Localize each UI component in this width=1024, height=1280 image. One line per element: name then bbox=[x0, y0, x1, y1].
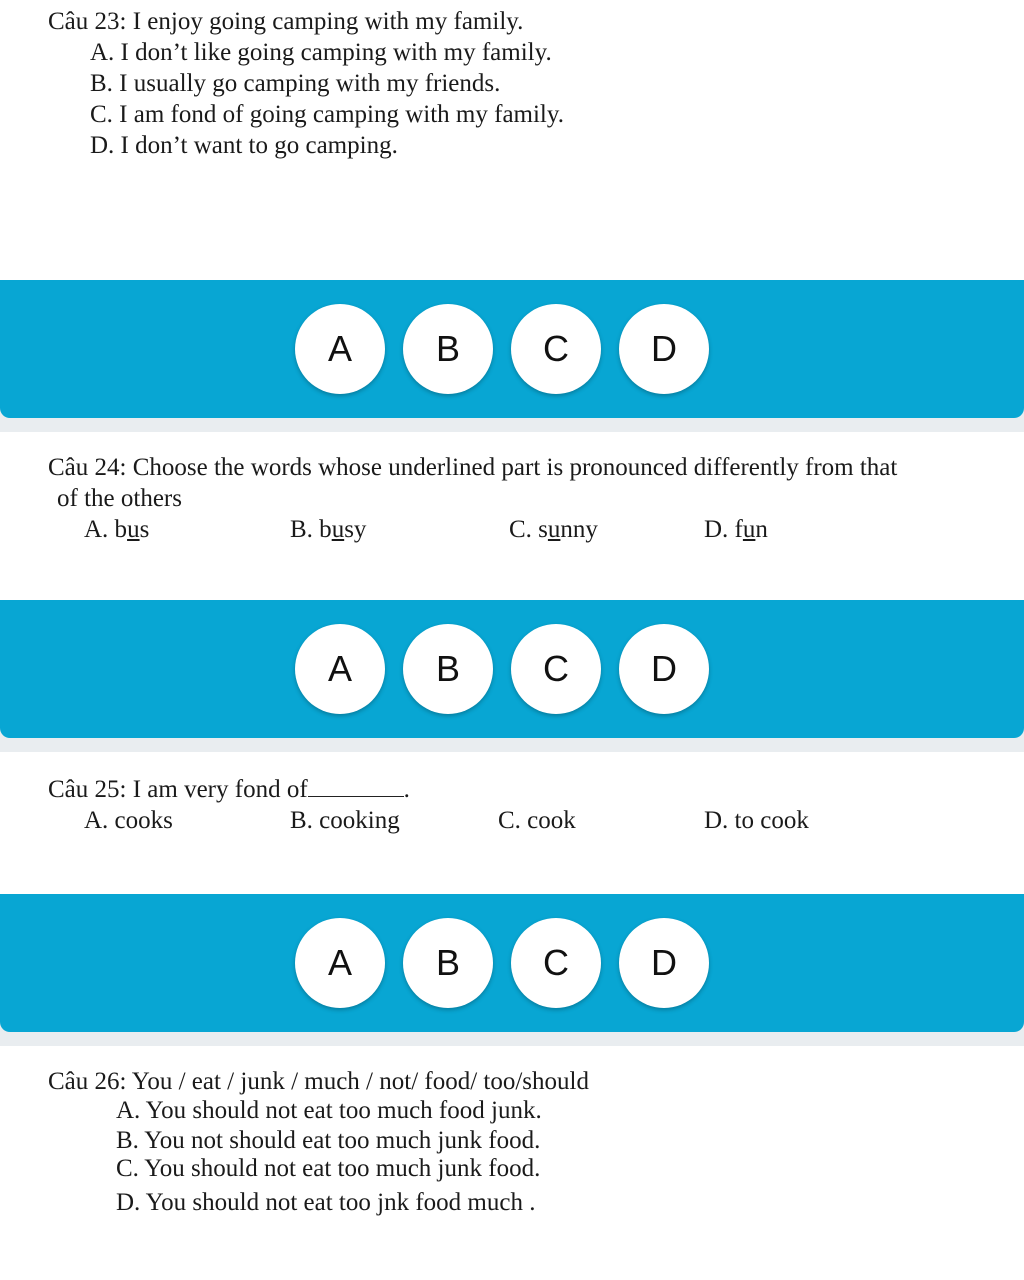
question-25-card bbox=[0, 752, 1024, 894]
question-24-stem-line2: of the others bbox=[57, 485, 182, 512]
question-24-option-a: A. bus bbox=[84, 516, 150, 543]
answer-b-button[interactable]: B bbox=[403, 624, 493, 714]
question-23-option-a: A. I don’t like going camping with my family. bbox=[90, 39, 552, 66]
question-26-option-c: C. You should not eat too much junk food. bbox=[116, 1155, 541, 1182]
answer-buttons bbox=[295, 918, 709, 1008]
question-26-card bbox=[0, 1046, 1024, 1280]
answer-c-button[interactable]: C bbox=[511, 304, 601, 394]
question-24-card bbox=[0, 432, 1024, 600]
question-23-stem: Câu 23: I enjoy going camping with my family. bbox=[48, 8, 524, 35]
question-25-stem: Câu 25: I am very fond of . bbox=[48, 776, 410, 803]
question-23-option-b: B. I usually go camping with my friends. bbox=[90, 70, 501, 97]
answer-buttons bbox=[295, 304, 709, 394]
question-23-option-d: D. I don’t want to go camping. bbox=[90, 132, 398, 159]
answer-d-button[interactable]: D bbox=[619, 918, 709, 1008]
answer-buttons bbox=[295, 624, 709, 714]
question-26-stem: Câu 26: You / eat / junk / much / not/ food/ too/should bbox=[48, 1068, 589, 1095]
question-23-option-c: C. I am fond of going camping with my family. bbox=[90, 101, 564, 128]
answer-c-button[interactable]: C bbox=[511, 918, 601, 1008]
question-24-option-b: B. busy bbox=[290, 516, 367, 543]
answer-bar-25 bbox=[0, 894, 1024, 1032]
answer-a-button[interactable]: A bbox=[295, 304, 385, 394]
question-25-option-a: A. cooks bbox=[84, 807, 173, 834]
answer-b-button[interactable]: B bbox=[403, 304, 493, 394]
question-24-stem-line1: Câu 24: Choose the words whose underlined part is pronounced differently from that bbox=[48, 454, 898, 481]
question-25-option-d: D. to cook bbox=[704, 807, 809, 834]
answer-d-button[interactable]: D bbox=[619, 624, 709, 714]
answer-b-button[interactable]: B bbox=[403, 918, 493, 1008]
question-26-option-b: B. You not should eat too much junk food. bbox=[116, 1127, 541, 1154]
question-23-card bbox=[0, 0, 1024, 280]
question-25-option-b: B. cooking bbox=[290, 807, 400, 834]
answer-bar-23 bbox=[0, 280, 1024, 418]
question-24-option-d: D. fun bbox=[704, 516, 768, 543]
answer-a-button[interactable]: A bbox=[295, 624, 385, 714]
answer-c-button[interactable]: C bbox=[511, 624, 601, 714]
question-26-option-a: A. You should not eat too much food junk. bbox=[116, 1097, 542, 1124]
question-25-option-c: C. cook bbox=[498, 807, 576, 834]
question-26-option-d: D. You should not eat too jnk food much . bbox=[116, 1189, 536, 1216]
question-24-option-c: C. sunny bbox=[509, 516, 598, 543]
answer-blank bbox=[308, 776, 404, 797]
answer-a-button[interactable]: A bbox=[295, 918, 385, 1008]
answer-bar-24 bbox=[0, 600, 1024, 738]
answer-d-button[interactable]: D bbox=[619, 304, 709, 394]
